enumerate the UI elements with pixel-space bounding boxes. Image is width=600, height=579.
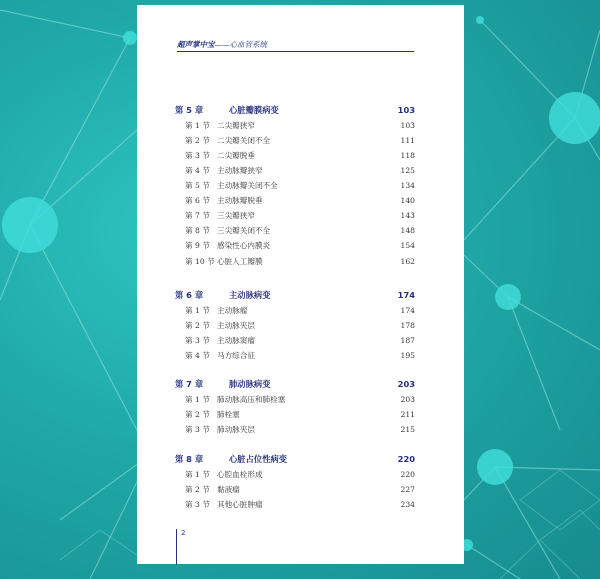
chapter-number: 第 7 章 bbox=[175, 379, 204, 389]
toc-entry[interactable] bbox=[175, 468, 415, 480]
chapter-title: 心脏瓣膜病变 bbox=[229, 105, 279, 115]
section-number: 第 2 节 bbox=[185, 484, 210, 494]
section-title: 主动脉瓣脱垂 bbox=[217, 196, 263, 206]
chapter-page: 174 bbox=[397, 290, 415, 300]
section-page: 174 bbox=[400, 305, 415, 315]
header-subtitle: ——心血管系统 bbox=[214, 40, 267, 49]
section-page: 215 bbox=[400, 424, 415, 434]
section-page: 134 bbox=[400, 181, 415, 190]
toc-entry[interactable] bbox=[175, 164, 415, 176]
section-number: 第 1 节 bbox=[185, 394, 210, 404]
chapter-page: 103 bbox=[397, 105, 415, 115]
chapter-title: 主动脉病变 bbox=[229, 290, 271, 300]
footer-rule bbox=[176, 529, 177, 565]
section-title: 主动脉窦瘤 bbox=[217, 335, 255, 345]
section-number: 第 6 节 bbox=[185, 196, 210, 206]
section-title: 二尖瓣脱垂 bbox=[217, 150, 255, 160]
section-title: 感染性心内膜炎 bbox=[217, 241, 271, 251]
section-page: 154 bbox=[400, 241, 415, 251]
section-page: 111 bbox=[400, 135, 415, 145]
section-title: 黏液瘤 bbox=[217, 484, 240, 494]
toc-entry[interactable] bbox=[175, 483, 415, 495]
section-number: 第 10 节 bbox=[185, 256, 215, 266]
section-page: 220 bbox=[400, 469, 415, 479]
section-number: 第 2 节 bbox=[185, 135, 210, 145]
section-page: 140 bbox=[400, 196, 415, 206]
chapter-title: 心脏占位性病变 bbox=[229, 454, 288, 464]
toc-entry[interactable] bbox=[175, 134, 415, 146]
section-title: 二尖瓣关闭不全 bbox=[217, 135, 271, 145]
chapter-number: 第 5 章 bbox=[175, 105, 204, 115]
section-title: 主动脉瘤 bbox=[217, 305, 248, 315]
section-title: 三尖瓣狭窄 bbox=[217, 211, 255, 221]
toc-entry[interactable] bbox=[175, 240, 415, 252]
toc-entry[interactable] bbox=[175, 304, 415, 316]
section-page: 118 bbox=[400, 150, 415, 160]
section-page: 234 bbox=[400, 499, 415, 509]
section-number: 第 3 节 bbox=[185, 335, 210, 345]
chapter-title: 肺动脉病变 bbox=[229, 379, 271, 389]
section-number: 第 2 节 bbox=[185, 409, 210, 419]
section-number: 第 9 节 bbox=[185, 241, 210, 251]
section-title: 其他心脏肿瘤 bbox=[217, 499, 263, 509]
section-number: 第 3 节 bbox=[185, 150, 210, 160]
section-number: 第 5 节 bbox=[185, 181, 210, 190]
toc-entry[interactable] bbox=[175, 423, 415, 435]
section-page: 125 bbox=[400, 165, 415, 175]
section-number: 第 3 节 bbox=[185, 424, 210, 434]
book-page bbox=[137, 5, 464, 564]
section-title: 主动脉瓣关闭不全 bbox=[217, 181, 278, 190]
chapter-heading[interactable] bbox=[175, 289, 415, 301]
section-number: 第 1 节 bbox=[185, 469, 210, 479]
section-title: 心脏人工瓣膜 bbox=[217, 256, 263, 266]
section-title: 肺栓塞 bbox=[217, 409, 240, 419]
section-number: 第 4 节 bbox=[185, 165, 210, 175]
section-number: 第 1 节 bbox=[185, 120, 210, 130]
section-number: 第 1 节 bbox=[185, 305, 210, 315]
chapter-heading[interactable] bbox=[175, 378, 415, 390]
toc-entry[interactable] bbox=[175, 119, 415, 131]
toc-entry[interactable] bbox=[175, 408, 415, 420]
header-brand: 超声掌中宝 bbox=[177, 40, 215, 49]
section-title: 主动脉夹层 bbox=[217, 320, 255, 330]
toc-entry[interactable] bbox=[175, 195, 415, 207]
toc-entry[interactable] bbox=[175, 149, 415, 161]
section-number: 第 4 节 bbox=[185, 350, 210, 360]
section-page: 211 bbox=[400, 409, 415, 419]
section-title: 肺动脉高压和肺栓塞 bbox=[217, 394, 286, 404]
section-page: 103 bbox=[400, 120, 415, 130]
toc-entry[interactable] bbox=[175, 225, 415, 237]
toc-entry[interactable] bbox=[175, 180, 415, 192]
section-title: 马方综合征 bbox=[217, 350, 255, 360]
section-page: 227 bbox=[400, 484, 415, 494]
toc-entry[interactable] bbox=[175, 334, 415, 346]
section-number: 第 2 节 bbox=[185, 320, 210, 330]
toc-entry[interactable] bbox=[175, 498, 415, 510]
chapter-number: 第 6 章 bbox=[175, 290, 204, 300]
page-number: 2 bbox=[181, 529, 186, 537]
chapter-heading[interactable] bbox=[175, 453, 415, 465]
section-number: 第 8 节 bbox=[185, 226, 210, 236]
toc-entry[interactable] bbox=[175, 319, 415, 331]
chapter-page: 203 bbox=[397, 379, 415, 389]
section-page: 143 bbox=[400, 211, 415, 221]
toc-entry[interactable] bbox=[175, 255, 415, 267]
toc-entry[interactable] bbox=[175, 210, 415, 222]
section-number: 第 3 节 bbox=[185, 499, 210, 509]
section-title: 三尖瓣关闭不全 bbox=[217, 226, 271, 236]
section-page: 187 bbox=[400, 335, 415, 345]
toc-entry[interactable] bbox=[175, 349, 415, 361]
section-page: 203 bbox=[400, 394, 415, 404]
toc-entry[interactable] bbox=[175, 393, 415, 405]
chapter-number: 第 8 章 bbox=[175, 454, 204, 464]
section-page: 195 bbox=[400, 350, 415, 360]
chapter-heading[interactable] bbox=[175, 104, 415, 116]
section-title: 心腔血栓形成 bbox=[217, 469, 263, 479]
section-number: 第 7 节 bbox=[185, 211, 210, 221]
section-title: 主动脉瓣狭窄 bbox=[217, 165, 263, 175]
section-title: 二尖瓣狭窄 bbox=[217, 120, 255, 130]
section-title: 肺动脉夹层 bbox=[217, 424, 255, 434]
running-header bbox=[177, 39, 414, 52]
section-page: 178 bbox=[400, 320, 415, 330]
chapter-page: 220 bbox=[397, 454, 415, 464]
section-page: 162 bbox=[400, 256, 415, 266]
section-page: 148 bbox=[400, 226, 415, 236]
